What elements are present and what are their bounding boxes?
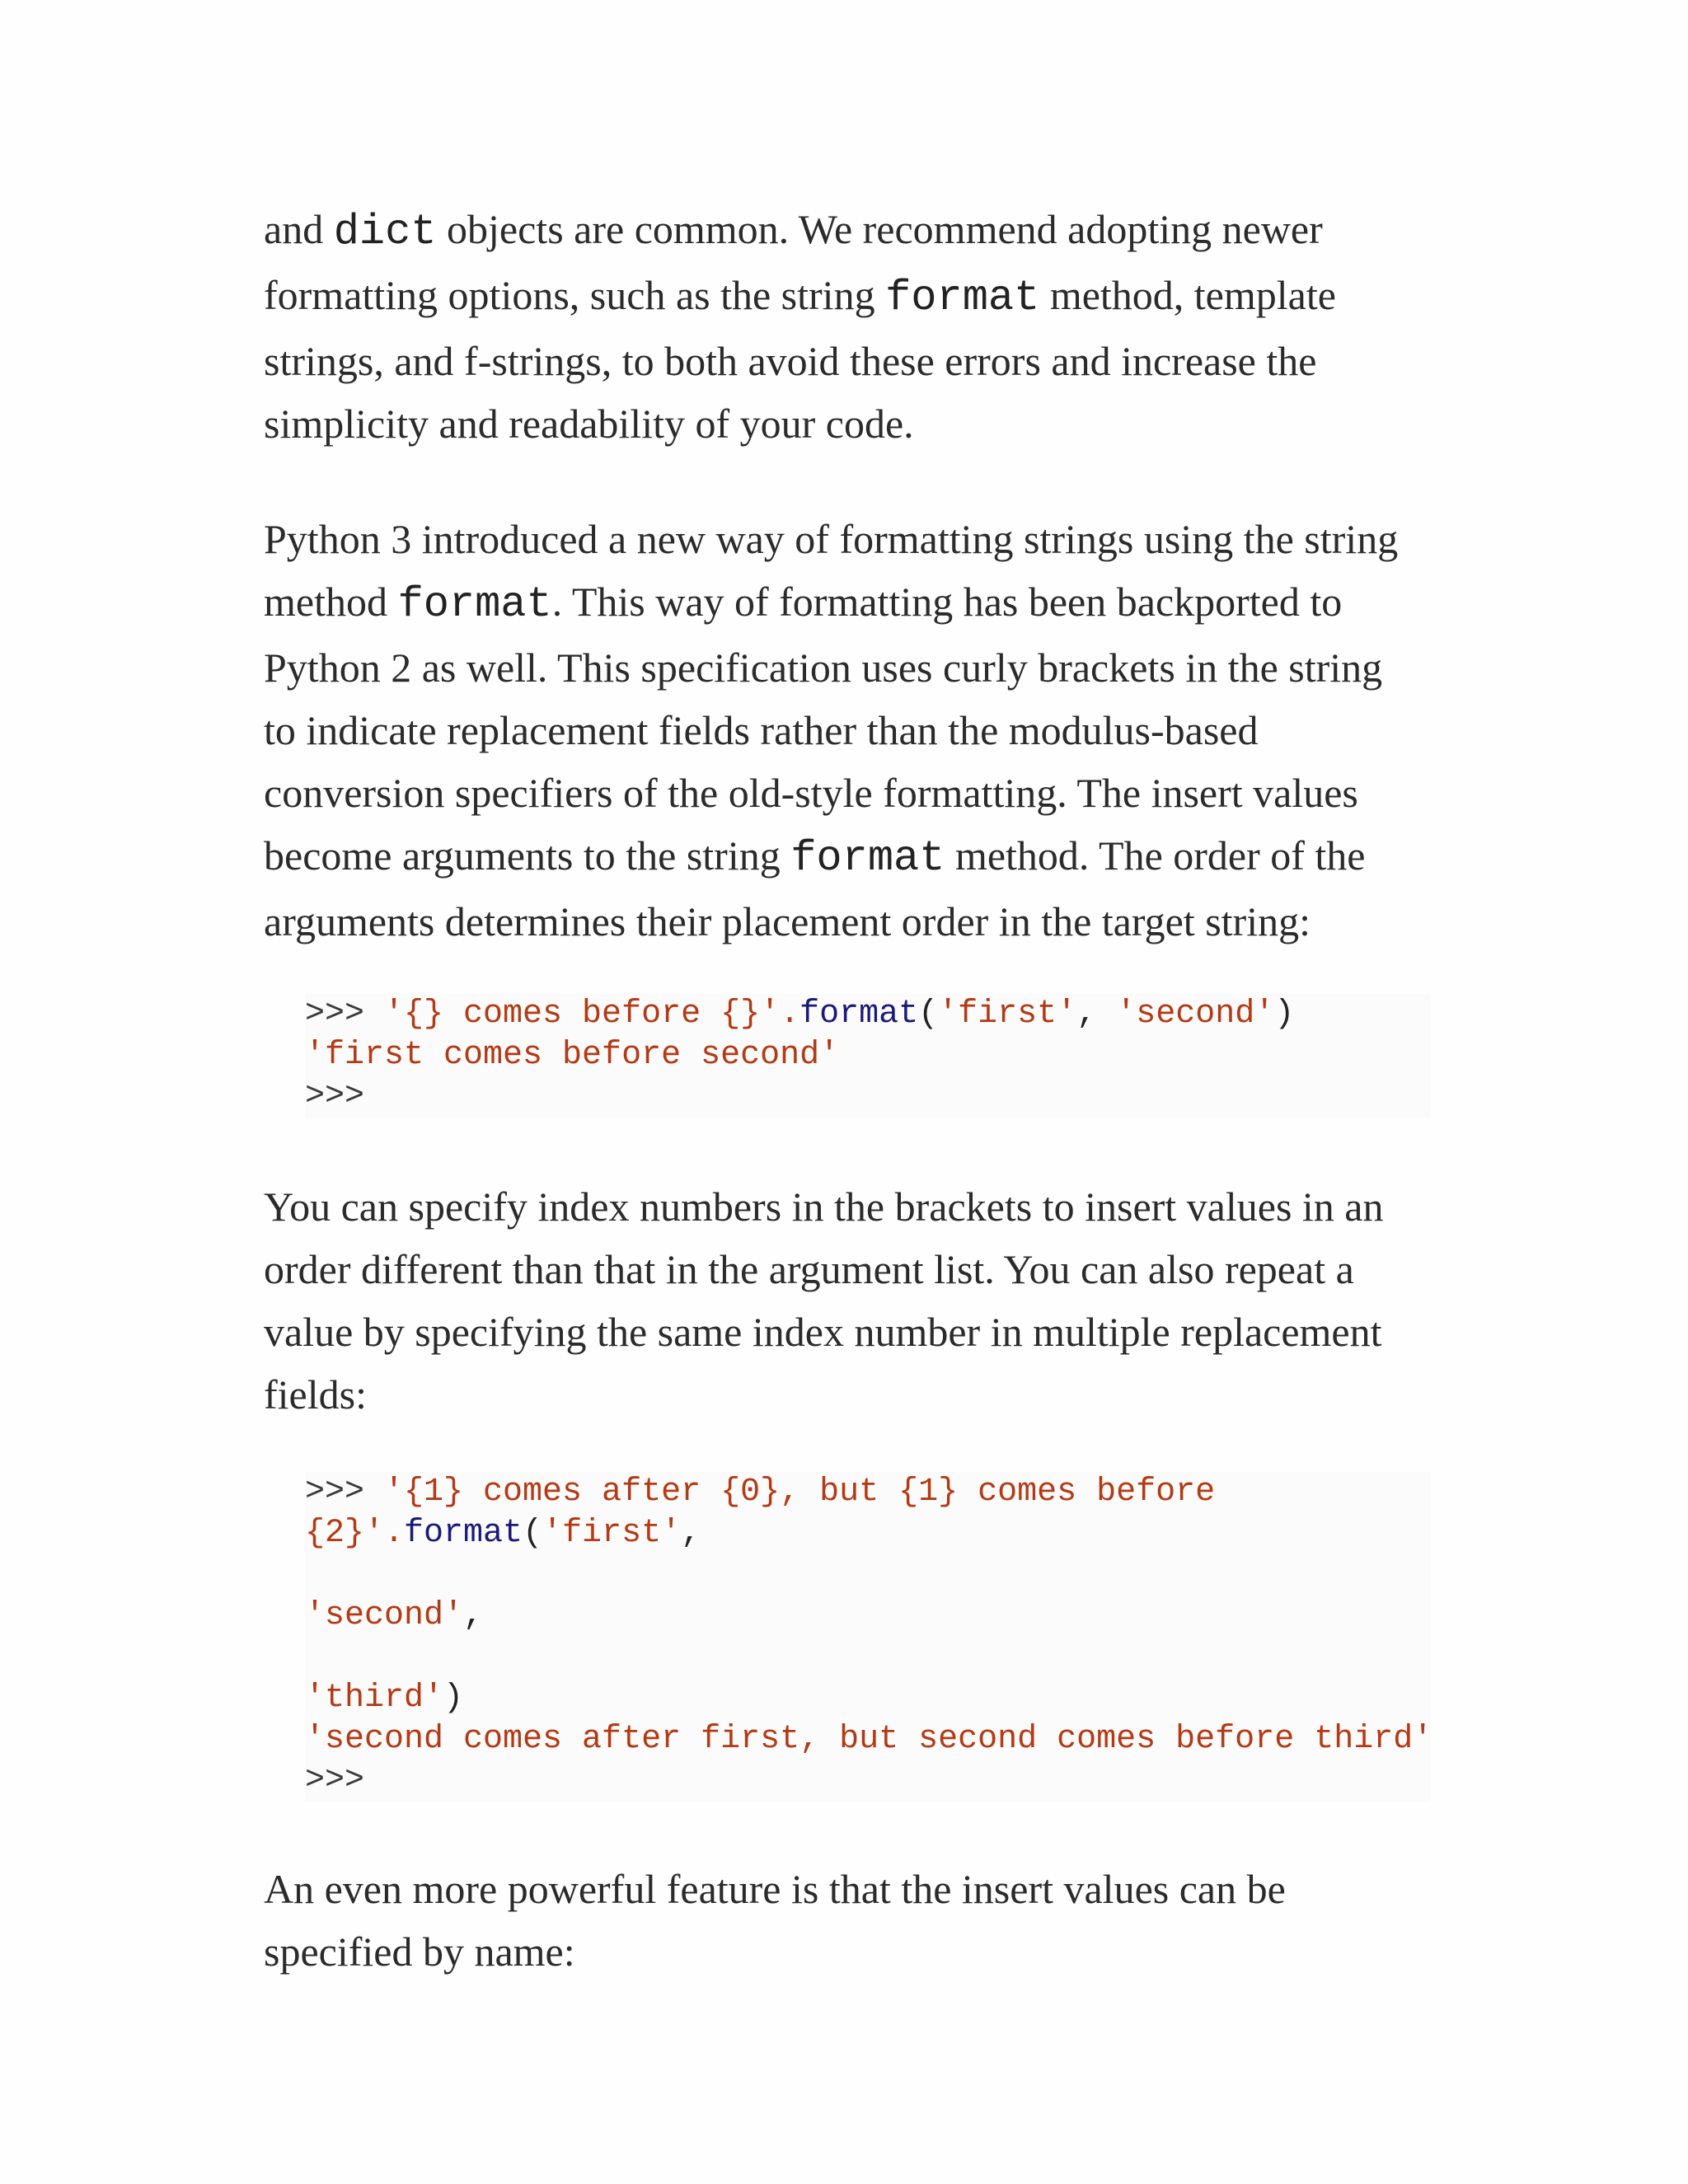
paragraph-index-numbers <box>264 1175 1426 1426</box>
text-line: conversion specifiers of the old-style formatting. The insert values <box>264 770 1358 816</box>
text-run: . This way of formatting has been backported to <box>551 579 1343 625</box>
code-block-format-indexed <box>305 1472 1433 1802</box>
code-blank-line <box>305 1637 1430 1678</box>
code-line <box>305 994 1430 1035</box>
text-line <box>264 264 1426 330</box>
code-paren: ( <box>918 996 939 1033</box>
text-line: value by specifying the same index number in multiple replacement <box>264 1309 1382 1355</box>
code-paren: ( <box>523 1515 543 1552</box>
code-string: 'first' <box>938 996 1077 1033</box>
page-content <box>264 198 1433 1983</box>
text-run: become arguments to the string <box>264 832 791 879</box>
text-line: arguments determines their placement order in the target string: <box>264 898 1311 944</box>
text-run: method, template <box>1039 272 1336 318</box>
text-line: You can specify index numbers in the brackets to insert values in an <box>264 1183 1384 1230</box>
text-run: formatting options, such as the string <box>264 272 886 318</box>
text-run: and <box>264 206 334 252</box>
code-string: '{1} comes after {0}, but {1} comes before <box>384 1474 1216 1511</box>
repl-prompt: >>> <box>305 1474 385 1511</box>
code-method: format <box>799 996 919 1033</box>
code-string: 'second' <box>1116 996 1275 1033</box>
code-output: 'second comes after first, but second comes before third' <box>305 1721 1433 1758</box>
repl-prompt: >>> <box>305 1762 365 1799</box>
code-comma: , <box>1076 996 1117 1033</box>
code-comma: , <box>681 1515 701 1552</box>
text-line <box>264 198 1426 264</box>
text-run: objects are common. We recommend adopting newer <box>436 206 1323 252</box>
code-string: {2}' <box>305 1515 385 1552</box>
text-line: fields: <box>264 1371 367 1418</box>
text-line <box>264 824 1426 890</box>
text-line <box>264 570 1426 636</box>
code-string: '{} comes before {}' <box>384 996 781 1033</box>
inline-code: format <box>790 834 945 883</box>
code-string: 'third' <box>305 1680 444 1717</box>
text-line: strings, and f-strings, to both avoid these errors and increase the <box>264 338 1317 384</box>
text-line: simplicity and readability of your code. <box>264 401 914 447</box>
code-paren: ) <box>1274 996 1295 1033</box>
code-method: format <box>404 1515 523 1552</box>
paragraph-named-values <box>264 1858 1426 1983</box>
code-block-format-basic <box>305 994 1430 1118</box>
text-line: to indicate replacement fields rather than the modulus-based <box>264 707 1259 753</box>
text-line: Python 2 as well. This specification uses curly brackets in the string <box>264 644 1383 691</box>
code-comma: , <box>463 1597 484 1634</box>
code-dot: . <box>384 1515 405 1552</box>
code-dot: . <box>780 996 800 1033</box>
text-line: Python 3 introduced a new way of formatting strings using the string <box>264 516 1399 562</box>
text-run: method <box>264 579 398 625</box>
code-line <box>305 1596 1430 1637</box>
inline-code: format <box>885 274 1040 322</box>
inline-code: dict <box>333 208 437 256</box>
text-line: specified by name: <box>264 1929 575 1975</box>
paragraph-formatting-recommendation <box>264 198 1426 455</box>
repl-prompt: >>> <box>305 996 385 1033</box>
text-run: method. The order of the <box>945 832 1366 879</box>
code-blank-line <box>305 1554 1430 1596</box>
code-string: 'first' <box>542 1515 682 1552</box>
code-line <box>305 1678 1430 1719</box>
code-string: 'second' <box>305 1597 464 1634</box>
repl-prompt: >>> <box>305 1078 365 1115</box>
code-line <box>305 1513 1430 1554</box>
code-output: 'first comes before second' <box>305 1037 840 1074</box>
inline-code: format <box>397 580 552 629</box>
text-line: order different than that in the argument list. You can also repeat a <box>264 1246 1354 1292</box>
text-line: An even more powerful feature is that the insert values can be <box>264 1866 1286 1912</box>
code-paren: ) <box>443 1680 464 1717</box>
code-line <box>305 1472 1430 1513</box>
paragraph-format-method-intro <box>264 508 1426 953</box>
